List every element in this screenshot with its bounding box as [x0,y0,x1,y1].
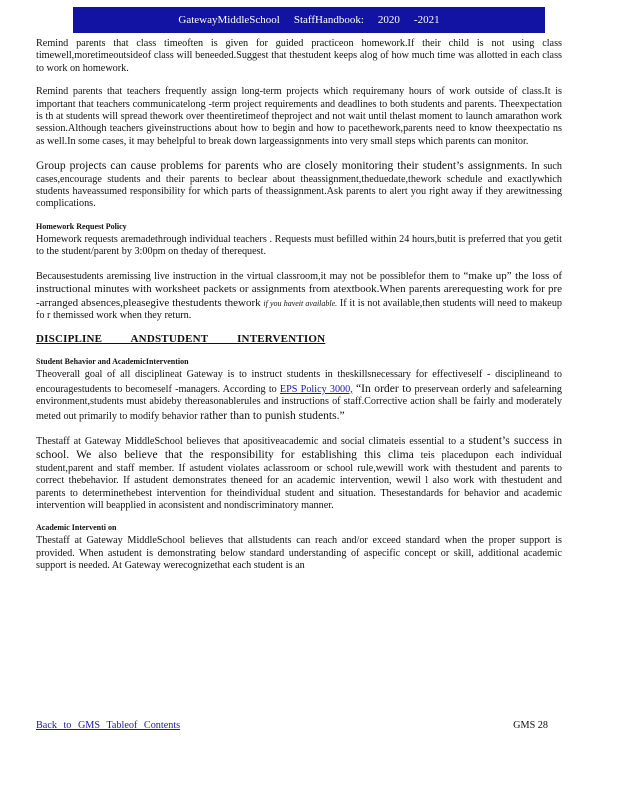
group-projects-rest: In such cases,encourage students and their parents to beclear about theassignment,theduedate,thework schedule and exactlywhich students haveassumed responsibility for which parts of theassignment.Ask parents to alert you right away if they arewitnessing complications. [36,161,563,210]
group-projects-lead: Group projects can cause problems for parents who are closely monitoring their student’s assignments. [36,159,528,173]
document-body [36,38,562,573]
discipline-goal-b: preservean orderly and safelearning environment,students must abideby thereasonablerules and instructions of staff.Corrective action shall be fairly and moderately meted out primarily to modify behavior [36,383,562,422]
page-header [73,7,545,33]
discipline-goal-a: Theoverall goal of all disciplineat Gateway is to instruct students in theskillsnecessary for effectiveself - disciplineand to encouragestudents to becomeself -managers. According to [36,369,562,395]
school-climate-a: Thestaff at Gateway MiddleSchool believes that apositiveacademic and social climateis essential to a [36,435,465,447]
virtual-classroom-italic: if you haveit available. [263,298,338,308]
header-year-start: 2020 [377,14,400,26]
school-climate-b: student’s success in school. We also believe that the responsibility for establishing this clima [36,433,563,462]
behavior-heading: Student Behavior and AcademicIntervention [36,357,189,367]
discipline-quote-start: “In order to [355,381,412,395]
virtual-classroom-a: Becausestudents aremissing live instruction in the virtual classroom,it may not be possiblefor them to [36,270,461,282]
discipline-section-title: DISCIPLINE ANDSTUDENT INTERVENTION [36,333,326,346]
paragraph-long-term-projects: Remind parents that teachers frequently assign long-term projects which requiremany hours of work outside of class.It is important that teachers communicatelong -term project requirements and deadlines to both students and parents. Theexpectation is th at students will spread thework over theentiretimeof theproject and not wait until thelast moment to launch amarathon work session.Although teachers giveinstructions about how to begin and how to pacethework,parents need to know theexpectatio ns as well.In some cases, it may behelpful to break down largeassignments into very small steps which parents can monitor. [36,86,562,147]
header-year-end: -2021 [413,14,440,26]
paragraph-discipline-goal [36,369,562,423]
header-handbook: StaffHandbook: [293,14,364,26]
eps-policy-link[interactable]: EPS Policy 3000, [279,383,353,395]
academic-heading: Academic Interventi on [36,523,117,533]
paragraph-virtual-classroom [36,270,562,323]
paragraph-group-projects [36,159,562,211]
page-footer [36,720,548,731]
paragraph-homework-request: Homework requests aremadethrough individual teachers . Requests must befilled within 24 hours,butit is preferred that you getit to the student/parent by 3:00pm on theday of therequest. [36,233,562,258]
paragraph-academic-intervention: Thestaff at Gateway MiddleSchool believes that allstudents can reach and/or exceed standard when the proper support is provided. When astudent is demonstrating below standard understanding of aspecific concept or skill, additional academic support is needed. At Gateway werecognizethat each student is an [36,535,562,572]
school-climate-c: teis placedupon each individual student,parent and staff member. If astudent violates aclassroom or school rule,wewill work with thestudent and parents to correct thebehavior. If astudent demonstrates theneed for an academic intervention, wewil l also work with thestudent and parents to determinethebest intervention for theindividual student and situation. Thesestandards for behavior and academic intervention will beapplied in aconsistent and nondiscriminatory manner. [36,450,563,511]
discipline-goal-c: rather than to punish students.” [200,408,345,422]
paragraph-homework-time: Remind parents that class timeoften is given for guided practiceon homework.If their child is not using class timewell,moretimeoutsideof class will beneeded.Suggest that thestudent keeps alog of how much time was allotted in each class to work on homework. [36,38,562,74]
header-school: GatewayMiddleSchool [178,14,280,26]
virtual-classroom-b: “make up” the loss of instructional minutes with worksheet packets or assignments from atextbook.When parents arerequesting work for pre -arranged absences,pleasegive thestudents thework [36,269,562,309]
back-to-contents-link[interactable]: Back to GMS Tableof Contents [36,720,181,731]
paragraph-school-climate [36,434,562,512]
virtual-classroom-c: If it is not available,then students will need to makeup fo r themissed work when they return. [36,297,563,321]
page-number: GMS 28 [513,720,548,731]
homework-request-heading: Homework Request Policy [36,221,127,231]
